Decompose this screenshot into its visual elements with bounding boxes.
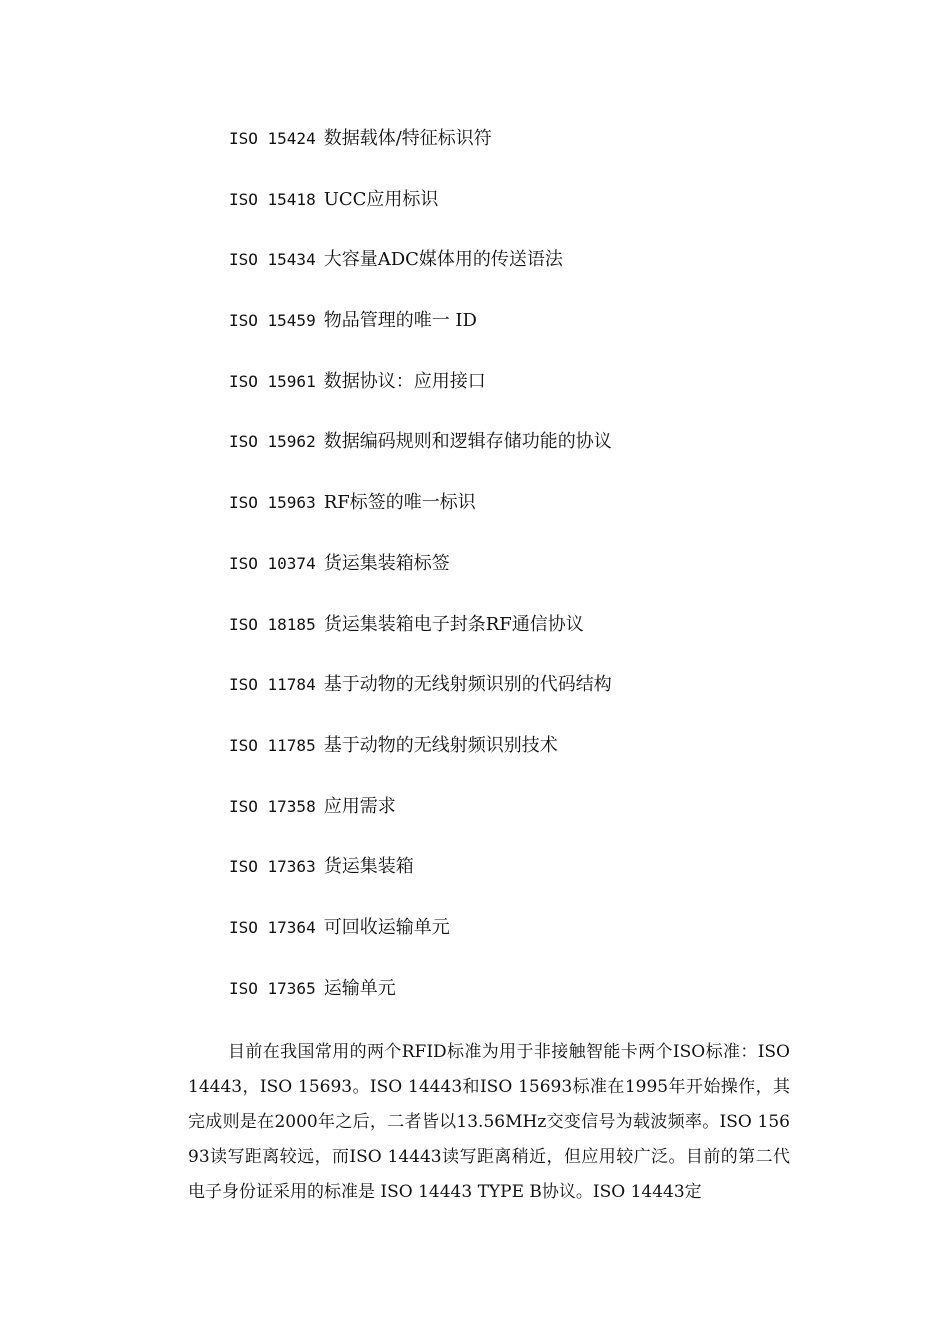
standard-code: ISO 15434: [229, 250, 316, 270]
standard-item: [229, 306, 612, 367]
standard-item: [229, 488, 612, 549]
standard-description: 货运集装箱标签: [323, 552, 450, 574]
standard-code: ISO 15424: [229, 129, 316, 148]
standard-item: [229, 792, 612, 853]
standard-code: ISO 10374: [229, 553, 316, 573]
standard-code: ISO 15962: [229, 432, 316, 452]
standard-code: ISO 17365: [229, 978, 316, 998]
standard-item: [229, 185, 612, 246]
standard-code: ISO 11784: [229, 675, 316, 695]
standard-item: [229, 913, 612, 974]
standard-description: 基于动物的无线射频识别的代码结构: [323, 674, 612, 696]
standard-item: [229, 670, 612, 731]
standard-description: 货运集装箱: [323, 856, 414, 878]
standard-description: 数据协议：应用接口: [323, 370, 486, 392]
standard-item: [229, 549, 612, 610]
standard-description: 大容量ADC媒体用的传送语法: [323, 249, 563, 271]
standard-description: 数据载体/特征标识符: [323, 128, 492, 149]
standard-code: ISO 15961: [229, 371, 316, 391]
standard-description: 运输单元: [323, 977, 396, 999]
standard-item: [229, 974, 612, 1035]
body-paragraph: 目前在我国常用的两个RFID标准为用于非接触智能卡两个ISO标准：ISO 14443，ISO 15693。ISO 14443和ISO 15693标准在1995年开始操作，其完成则是在2000年之后，二者皆以13.56MHz交变信号为载波频率。ISO 15693读写距离较远，而ISO 14443读写距离稍近，但应用较广泛。目前的第二代电子身份证采用的标准是 ISO 14443 TYPE B协议。ISO 14443定: [188, 1042, 790, 1202]
standard-item: [229, 245, 612, 306]
standard-code: ISO 18185: [229, 614, 316, 634]
standard-item: [229, 124, 612, 185]
standard-code: ISO 15459: [229, 311, 316, 331]
standard-description: 基于动物的无线射频识别技术: [323, 734, 558, 756]
standard-item: [229, 427, 612, 488]
standards-list: [229, 124, 612, 1034]
standard-item: [229, 852, 612, 913]
standard-item: [229, 367, 612, 428]
standard-description: 货运集装箱电子封条RF通信协议: [323, 613, 584, 635]
standard-description: 物品管理的唯一 ID: [323, 310, 477, 332]
standard-code: ISO 15418: [229, 189, 316, 209]
standard-code: ISO 11785: [229, 735, 316, 755]
standard-code: ISO 15963: [229, 493, 316, 513]
standard-description: 应用需求: [323, 795, 396, 817]
standard-code: ISO 17363: [229, 857, 316, 877]
standard-item: [229, 610, 612, 671]
standard-description: UCC应用标识: [323, 188, 439, 210]
standard-description: 可回收运输单元: [323, 916, 450, 938]
standard-description: 数据编码规则和逻辑存储功能的协议: [323, 431, 612, 453]
standard-item: [229, 731, 612, 792]
standard-code: ISO 17364: [229, 917, 316, 937]
standard-description: RF标签的唯一标识: [323, 492, 476, 514]
standard-code: ISO 17358: [229, 796, 316, 816]
